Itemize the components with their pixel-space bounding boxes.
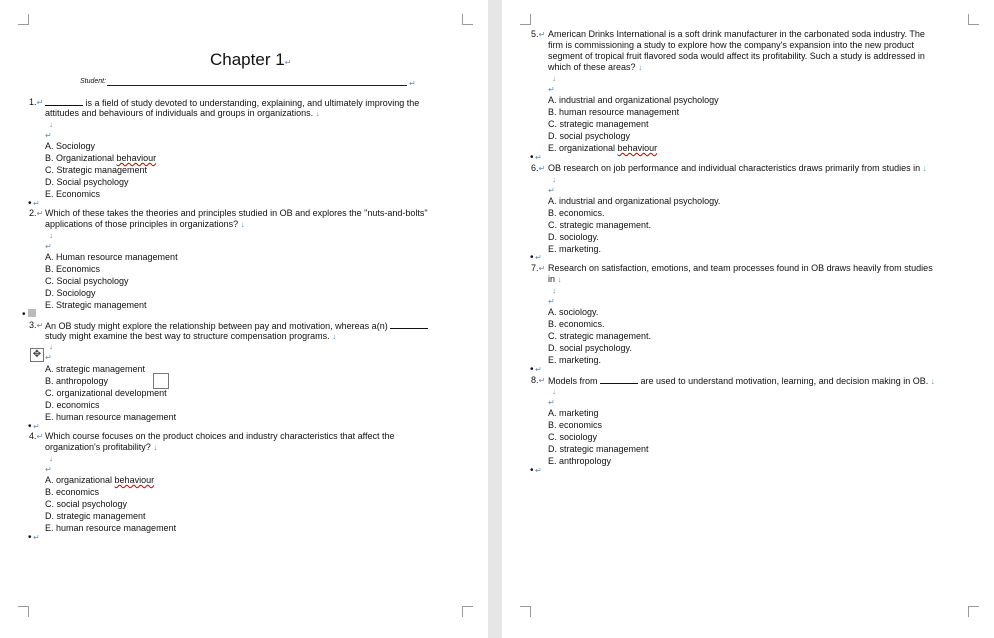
question-text: attitudes and behaviours of individuals and groups in organizations. ↓ bbox=[45, 108, 320, 118]
answer-option: E. Strategic management bbox=[45, 300, 147, 310]
question-number: 1.↵ bbox=[29, 97, 44, 107]
answer-option: A. organizational behaviour bbox=[45, 475, 155, 485]
question-text: Models from are used to understand motivation, learning, and decision making in OB. ↓ bbox=[548, 376, 935, 386]
question-number: 3.↵ bbox=[29, 320, 44, 330]
answer-option: B. economics bbox=[548, 420, 603, 430]
answer-option: C. Strategic management bbox=[45, 165, 148, 175]
answer-option: A. marketing bbox=[548, 408, 599, 418]
answer-option: D. sociology. bbox=[548, 232, 599, 242]
crop-mark bbox=[520, 606, 531, 617]
paragraph-mark-icon bbox=[28, 309, 36, 317]
question-text: is a field of study devoted to understanding, explaining, and ultimately improving the bbox=[45, 96, 419, 109]
crop-mark bbox=[968, 606, 979, 617]
answer-option: D. strategic management bbox=[45, 511, 146, 521]
crop-mark bbox=[520, 14, 531, 25]
answer-option: E. anthropology bbox=[548, 456, 612, 466]
answer-option: E. human resource management bbox=[45, 523, 177, 533]
question-text: Which of these takes the theories and principles studied in OB and explores the "nuts-and-bolts" bbox=[45, 208, 428, 218]
answer-option: D. strategic management bbox=[548, 444, 649, 454]
question-number: 8.↵ bbox=[531, 375, 546, 385]
question-text: An OB study might explore the relationship between pay and motivation, whereas a(n) bbox=[45, 319, 428, 332]
answer-option: E. Economics bbox=[45, 189, 101, 199]
answer-option: C. organizational development bbox=[45, 388, 167, 398]
question-text: Research on satisfaction, emotions, and team processes found in OB draws heavily from studies bbox=[548, 263, 933, 273]
question-number: 7.↵ bbox=[531, 263, 546, 273]
question-text: in ↓ bbox=[548, 274, 562, 284]
question-text: which of these areas? ↓ bbox=[548, 62, 643, 72]
answer-option: C. sociology bbox=[548, 432, 598, 442]
question-text: firm is commissioning a study to explore how the company's expansion into the new product bbox=[548, 40, 914, 50]
crop-mark bbox=[18, 14, 29, 25]
chapter-title: Chapter 1↵ bbox=[210, 50, 292, 69]
document-page-1: Chapter 1↵ Student: ↵ 1.↵ is a field of study devoted to understanding, explaining, and ultimately improving the attitudes and behaviours of individuals and groups in organizations. ↓ ↓ ↵ A. Sociology B. Organizational behaviour C. Strategic management D. Social psychology E. Economics • ↵ 2.↵ Which of these takes the theories and principles studied in OB and explores the "nuts-and-bolts" applications of those principles in organizations? ↓ ↓ ↵ A. Human resource management B. Economics C. Social psychology D. Sociology E. Strategic management • 3.↵ An OB study might explore the relationship between pay and motivation, whereas a(n) study might examine the best way to structure compensation programs. ↓ ✥ ↓ ↵ A. strategic management B. anthropology C. organizational development D. economics E. human resource management • ↵ 4.↵ Which course focuses on the product choices and industry characteristics that affect the organization's profitability? ↓ ↓ ↵ A. organizational behaviour B. economics C. social psychology D. strategic management E. human resource management • ↵ bbox=[0, 0, 488, 638]
answer-option: C. strategic management. bbox=[548, 220, 652, 230]
question-text: OB research on job performance and individual characteristics draws primarily from studies in ↓ bbox=[548, 163, 927, 173]
answer-option: B. Economics bbox=[45, 264, 101, 274]
answer-option: A. Human resource management bbox=[45, 252, 178, 262]
question-text: American Drinks International is a soft drink manufacturer in the carbonated soda industry. The bbox=[548, 29, 925, 39]
answer-option: B. anthropology bbox=[45, 376, 109, 386]
answer-option: D. social psychology. bbox=[548, 343, 632, 353]
question-number: 6.↵ bbox=[531, 163, 546, 173]
answer-option: B. economics. bbox=[548, 208, 605, 218]
student-label: Student: bbox=[80, 78, 107, 85]
answer-option: A. Sociology bbox=[45, 141, 96, 151]
answer-option: B. human resource management bbox=[548, 107, 680, 117]
question-number: 2.↵ bbox=[29, 208, 44, 218]
answer-option: A. industrial and organizational psychology bbox=[548, 95, 719, 105]
question-text: segment of tropical fruit flavored soda would affect its profitability. Such a study is addressed in bbox=[548, 51, 925, 61]
answer-option: B. economics bbox=[45, 487, 100, 497]
question-number: 5.↵ bbox=[531, 29, 546, 39]
crop-mark bbox=[462, 606, 473, 617]
question-text: applications of those principles in organizations? ↓ bbox=[45, 219, 245, 229]
crop-mark bbox=[462, 14, 473, 25]
question-text: Which course focuses on the product choices and industry characteristics that affect the bbox=[45, 431, 395, 441]
answer-option: D. social psychology bbox=[548, 131, 631, 141]
answer-option: D. Sociology bbox=[45, 288, 96, 298]
answer-option: D. Social psychology bbox=[45, 177, 129, 187]
answer-option: A. sociology. bbox=[548, 307, 599, 317]
question-text: study might examine the best way to structure compensation programs. ↓ bbox=[45, 331, 337, 341]
question-number: 4.↵ bbox=[29, 431, 44, 441]
answer-option: E. marketing. bbox=[548, 244, 602, 254]
answer-option: D. economics bbox=[45, 400, 100, 410]
move-handle-icon[interactable]: ✥ bbox=[30, 348, 44, 362]
answer-option: C. strategic management bbox=[548, 119, 649, 129]
student-name-field[interactable] bbox=[107, 85, 407, 86]
question-text: organization's profitability? ↓ bbox=[45, 442, 158, 452]
answer-option: C. Social psychology bbox=[45, 276, 129, 286]
crop-mark bbox=[18, 606, 29, 617]
answer-option: E. human resource management bbox=[45, 412, 177, 422]
answer-option: B. economics. bbox=[548, 319, 605, 329]
answer-option: C. social psychology bbox=[45, 499, 128, 509]
answer-option: C. strategic management. bbox=[548, 331, 652, 341]
document-page-2: 5.↵ American Drinks International is a soft drink manufacturer in the carbonated soda industry. The firm is commissioning a study to explore how the company's expansion into the new product segment of tropical fruit flavored soda would affect its profitability. Such a study is addressed in which of these areas? ↓ ↓ ↵ A. industrial and organizational psychology B. human resource management C. strategic management D. social psychology E. organizational behaviour • ↵ 6.↵ OB research on job performance and individual characteristics draws primarily from studies in ↓ ↓ ↵ A. industrial and organizational psychology. B. economics. C. strategic management. D. sociology. E. marketing. • ↵ 7.↵ Research on satisfaction, emotions, and team processes found in OB draws heavily from studies in ↓ ↓ ↵ A. sociology. B. economics. C. strategic management. D. social psychology. E. marketing. • ↵ 8.↵ Models from are used to understand motivation, learning, and decision making in OB. ↓ ↓ ↵ A. marketing B. economics C. sociology D. strategic management E. anthropology • ↵ bbox=[502, 0, 994, 638]
answer-option: A. industrial and organizational psychology. bbox=[548, 196, 721, 206]
answer-option: E. marketing. bbox=[548, 355, 602, 365]
answer-option: A. strategic management bbox=[45, 364, 146, 374]
answer-option: E. organizational behaviour bbox=[548, 143, 658, 153]
crop-mark bbox=[968, 14, 979, 25]
answer-option: B. Organizational behaviour bbox=[45, 153, 157, 163]
